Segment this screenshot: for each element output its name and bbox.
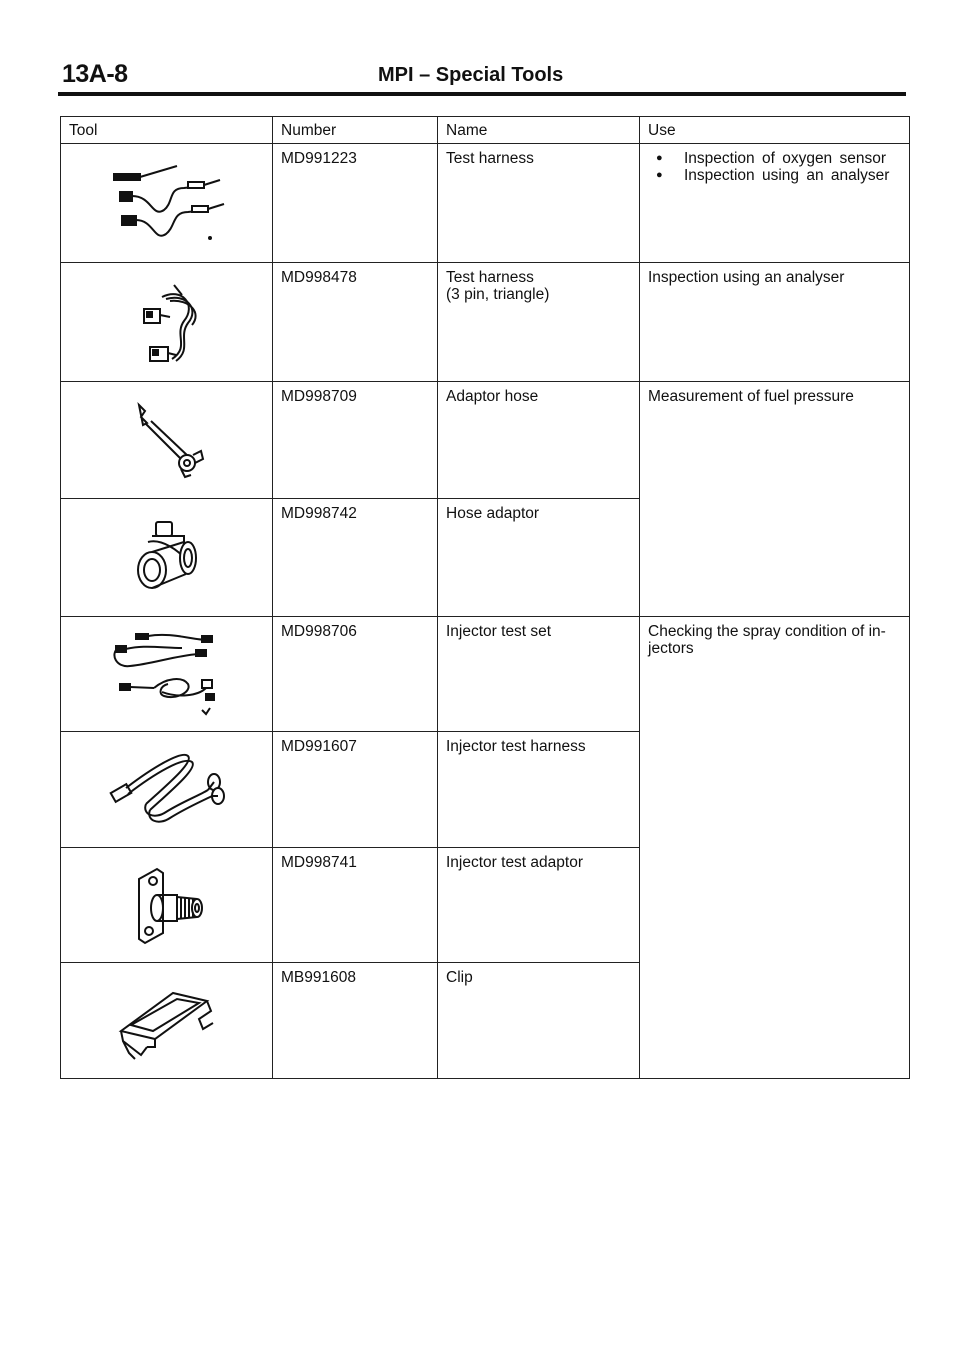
table-row	[61, 382, 910, 499]
use-item: ● Inspection using an analyser	[648, 167, 901, 184]
tool-number: MD998478	[273, 263, 438, 382]
page-number: 13A-8	[62, 60, 128, 88]
table-row	[61, 263, 910, 382]
header-rule	[58, 92, 906, 96]
tool-number: MD998709	[273, 382, 438, 499]
tool-image-cell	[61, 847, 273, 962]
use-text: Checking the spray condition of in- jectors	[648, 622, 886, 657]
tool-name-text: Test harness (3 pin, triangle)	[446, 269, 550, 304]
tool-number: MD998742	[273, 499, 438, 616]
use-text: Inspection using an analyser	[648, 269, 845, 287]
tool-image-cell	[61, 382, 273, 499]
tool-name: Adaptor hose	[438, 382, 640, 499]
tool-number: MD998706	[273, 616, 438, 731]
hose-adaptor-icon	[122, 512, 212, 602]
tool-image-cell	[61, 499, 273, 616]
tool-use	[640, 616, 910, 1079]
tool-use	[640, 382, 910, 616]
column-header-number: Number	[273, 117, 438, 144]
tool-name: Clip	[438, 962, 640, 1078]
column-header-tool: Tool	[61, 117, 273, 144]
page-title: MPI – Special Tools	[378, 64, 564, 86]
tool-name	[438, 263, 640, 382]
column-header-name: Name	[438, 117, 640, 144]
table-header-row	[61, 117, 910, 144]
injector-test-set-icon	[102, 626, 232, 721]
adaptor-hose-icon	[117, 395, 217, 485]
tool-name: Injector test harness	[438, 731, 640, 847]
tool-image-cell	[61, 616, 273, 731]
test-harness-3-pin-icon	[122, 277, 212, 367]
tool-name: Test harness	[438, 144, 640, 263]
injector-test-adaptor-icon	[117, 855, 217, 955]
tool-number: MD998741	[273, 847, 438, 962]
tool-image-cell	[61, 144, 273, 263]
clip-icon	[107, 975, 227, 1065]
tool-name: Injector test adaptor	[438, 847, 640, 962]
tool-use	[640, 144, 910, 263]
tool-use	[640, 263, 910, 382]
tool-number: MD991607	[273, 731, 438, 847]
use-text: Measurement of fuel pressure	[648, 388, 854, 406]
test-harness-oxygen-sensor-icon	[102, 158, 232, 248]
injector-test-harness-icon	[102, 744, 232, 834]
table-row	[61, 616, 910, 731]
special-tools-table	[60, 116, 910, 1079]
column-header-use: Use	[640, 117, 910, 144]
tool-image-cell	[61, 962, 273, 1078]
tool-name: Injector test set	[438, 616, 640, 731]
table-row	[61, 144, 910, 263]
tool-image-cell	[61, 263, 273, 382]
tool-number: MB991608	[273, 962, 438, 1078]
use-item: ● Inspection of oxygen sensor	[648, 150, 901, 167]
tool-number: MD991223	[273, 144, 438, 263]
tool-name: Hose adaptor	[438, 499, 640, 616]
tool-image-cell	[61, 731, 273, 847]
